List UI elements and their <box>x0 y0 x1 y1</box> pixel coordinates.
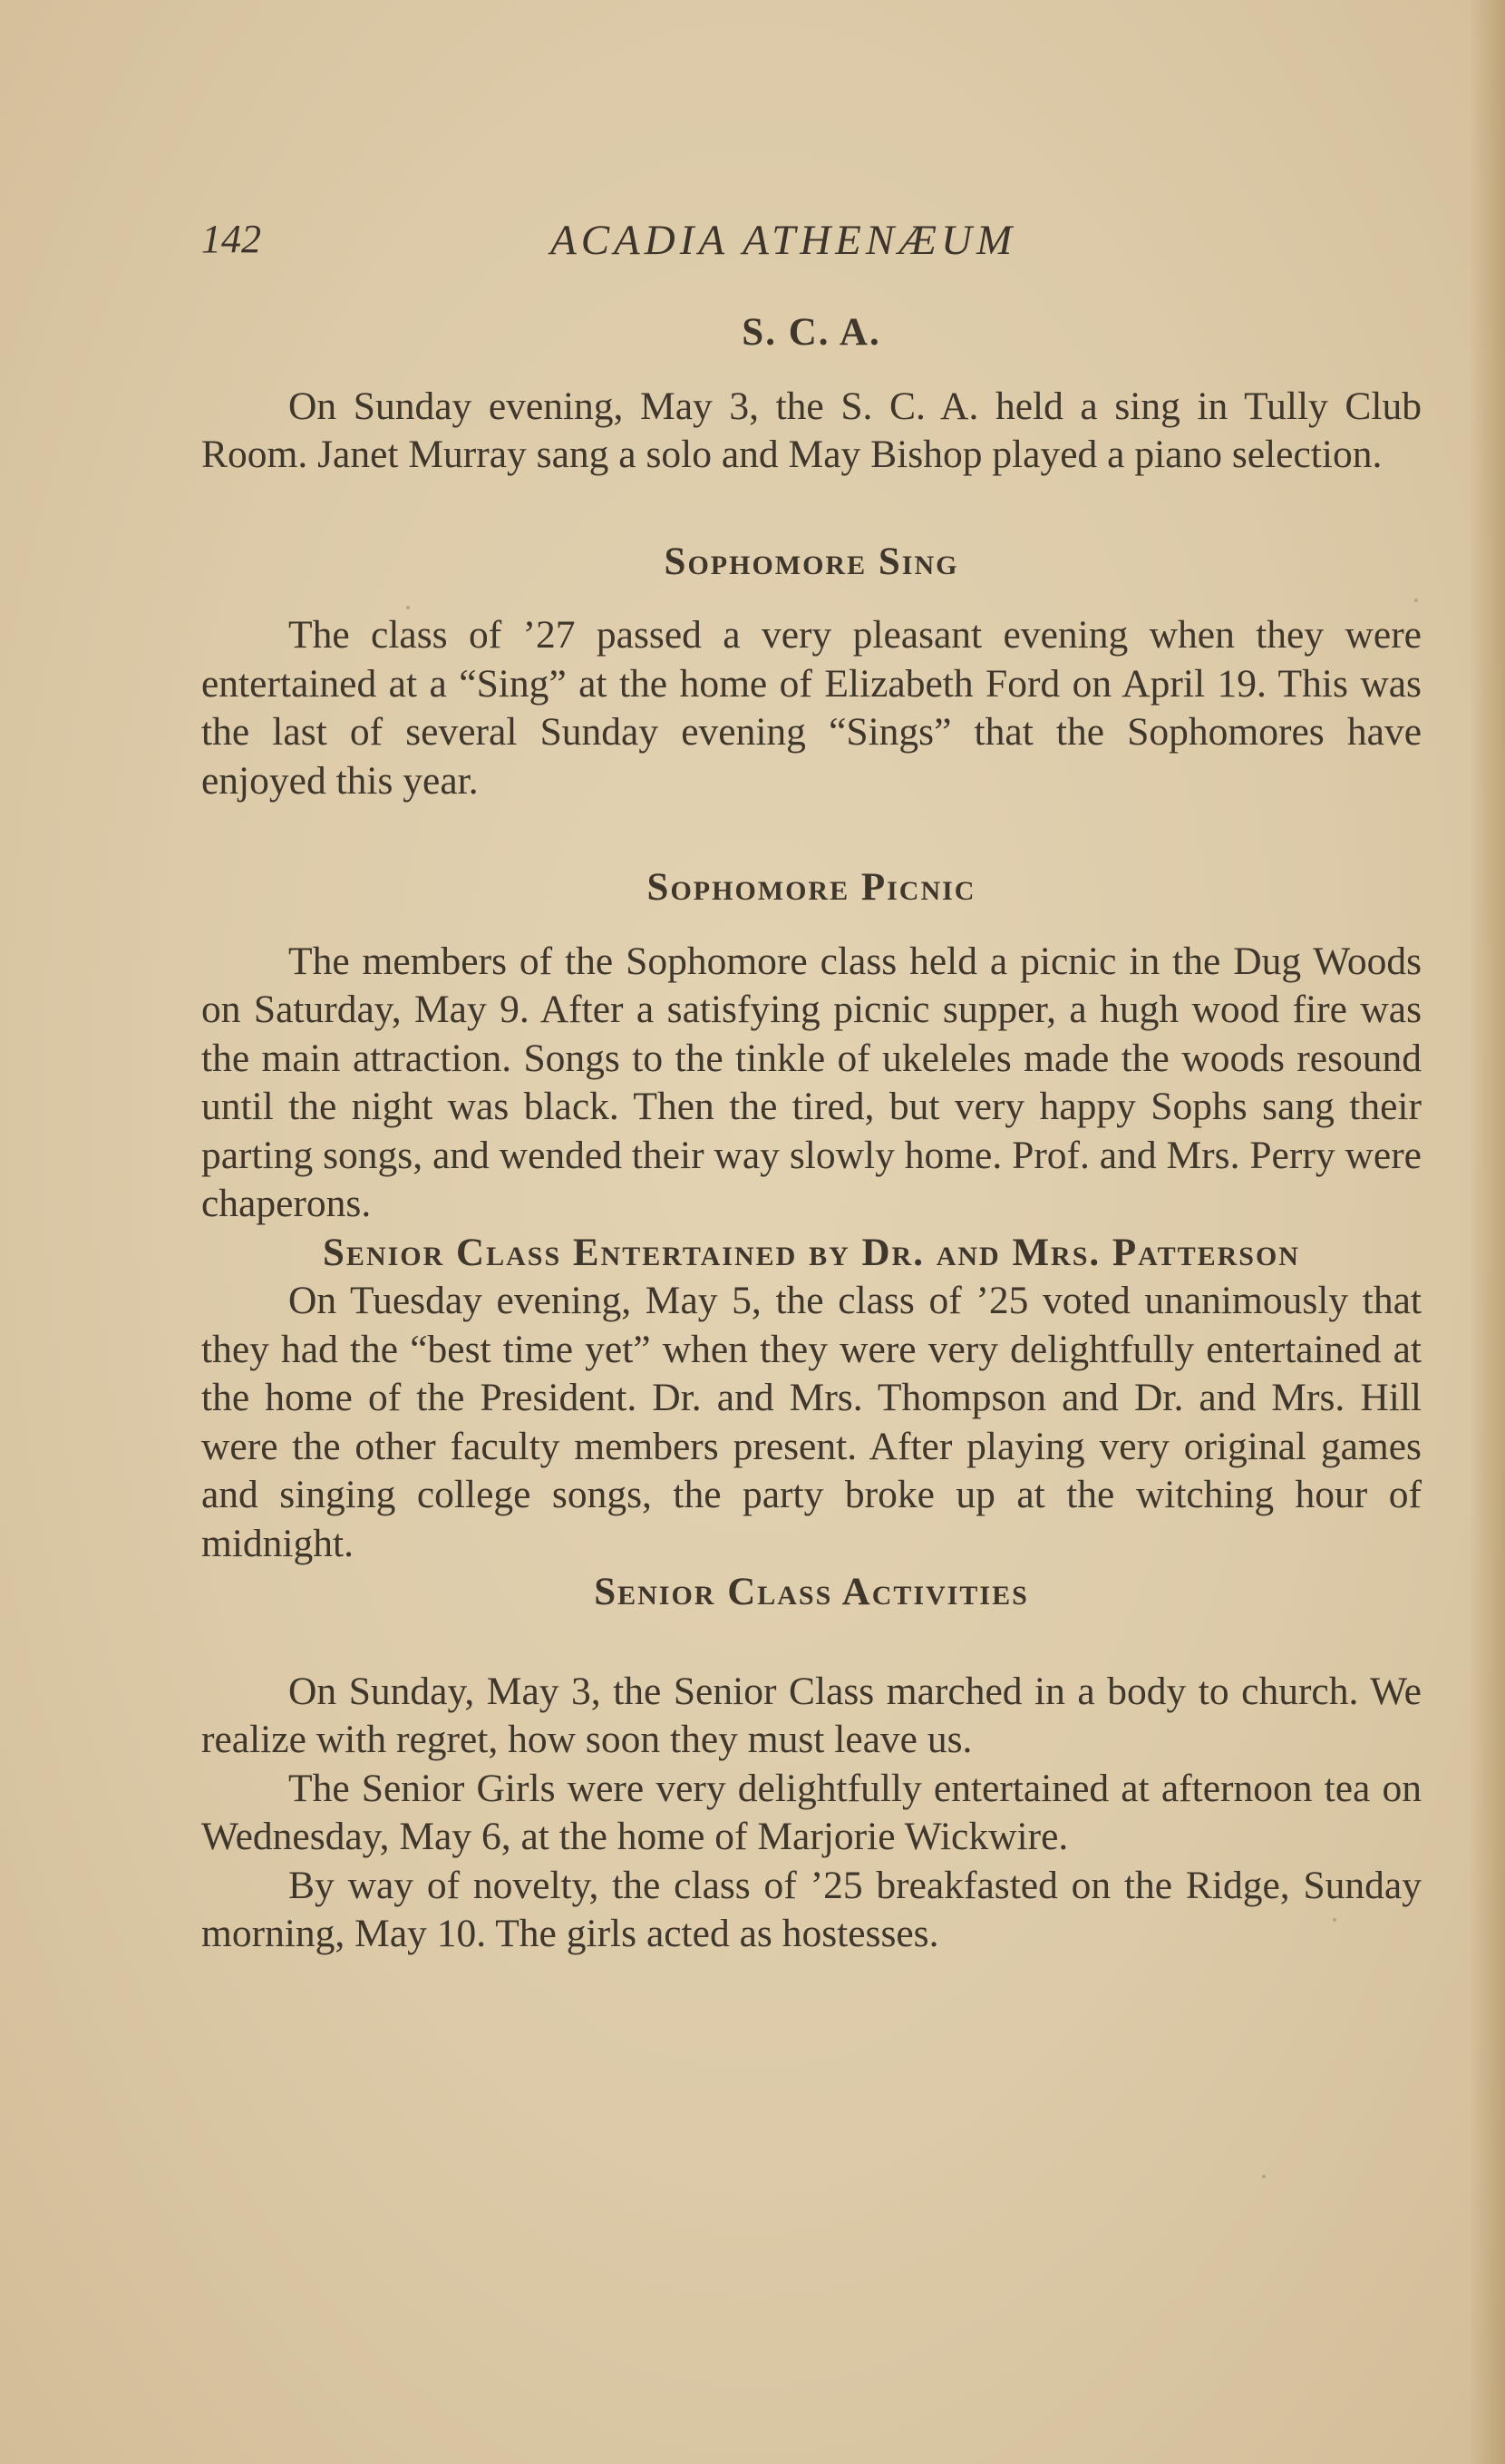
article-body <box>201 308 1422 1959</box>
paragraph-sca: On Sunday evening, May 3, the S. C. A. held a sing in Tully Club Room. Janet Murray sang a solo and May Bishop played a piano selection. <box>201 384 1422 476</box>
paper-speck <box>1333 1918 1336 1922</box>
running-head <box>201 216 1416 270</box>
page-edge-shadow <box>1469 0 1505 2464</box>
paragraph-senior-breakfast: By way of novelty, the class of ’25 breakfasted on the Ridge, Sunday morning, May 10. The girls acted as hostesses. <box>201 1863 1422 1955</box>
paragraph-sophomore-picnic: The members of the Sophomore class held a picnic in the Dug Woods on Saturday, May 9. After a satisfying picnic supper, a hugh wood fire was the main attraction. Songs to the tinkle of ukeleles made the woods resound until the night was black. Then the tired, but very happy Sophs sang their parting songs, and wended their way slowly home. Prof. and Mrs. Perry were chaperons. <box>201 939 1422 1225</box>
paragraph-senior-class-entertained: On Tuesday evening, May 5, the class of ’25 voted unanimously that they had the “best time yet” when they were very delightfully entertained at the home of the President. Dr. and Mrs. Thompson and Dr. and Mrs. Hill were the other faculty members present. After playing very original games and singing college songs, the party broke up at the witching hour of midnight. <box>201 1279 1422 1565</box>
paper-speck <box>1262 2175 1266 2178</box>
section-heading-senior-class-activities: Senior Class Activities <box>594 1571 1029 1613</box>
section-heading-sca: S. C. A. <box>742 311 881 354</box>
paper-speck <box>406 606 410 609</box>
journal-title: ACADIA ATHENÆUM <box>550 217 1017 264</box>
section-heading-sophomore-sing: Sophomore Sing <box>664 540 959 583</box>
section-heading-sophomore-picnic: Sophomore Picnic <box>646 866 976 909</box>
paragraph-senior-tea: The Senior Girls were very delightfully entertained at afternoon tea on Wednesday, May 6, at the home of Marjorie Wickwire. <box>201 1766 1422 1858</box>
page-number: 142 <box>201 217 261 261</box>
section-heading-senior-class-entertained: Senior Class Entertained by Dr. and Mrs. Patterson <box>323 1231 1300 1274</box>
paragraph-senior-church: On Sunday, May 3, the Senior Class marched in a body to church. We realize with regret, how soon they must leave us. <box>201 1669 1422 1761</box>
paper-speck <box>1414 599 1418 602</box>
paragraph-sophomore-sing: The class of ’27 passed a very pleasant evening when they were entertained at a “Sing” at the home of Elizabeth Ford on April 19. This was the last of several Sunday evening “Sings” that the Sophomores have enjoyed this year. <box>201 613 1422 803</box>
